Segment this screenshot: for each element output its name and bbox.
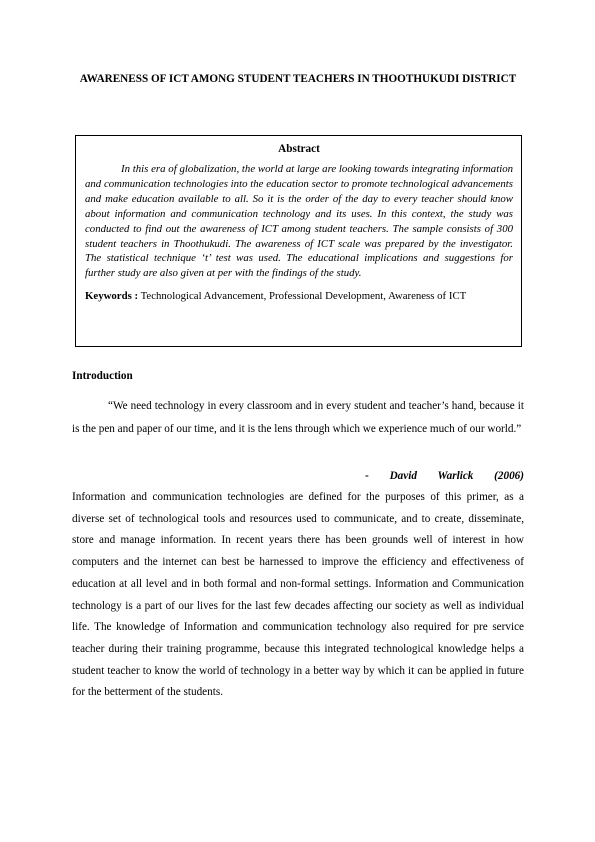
abstract-heading: Abstract: [278, 143, 320, 155]
epigraph-quote: “We need technology in every classroom and in every student and teacher’s hand, because it is the pen and paper of our time, and it is the lens through which we experience much of our world.”: [72, 400, 524, 435]
abstract-box: [75, 135, 522, 347]
introduction-heading: Introduction: [72, 370, 133, 382]
quote-attribution: - David Warlick (2006): [365, 470, 524, 482]
keywords-text: Technological Advancement, Professional Development, Awareness of ICT: [138, 290, 467, 303]
paper-title: AWARENESS OF ICT AMONG STUDENT TEACHERS IN THOOTHUKUDI DISTRICT: [79, 73, 517, 85]
abstract-text: In this era of globalization, the world at large are looking towards integrating information and communication technologies into the education sector to promote technological advancements and make education available to all. So it is the order of the day to every teacher should know about information and communication technology and its uses. In this context, the study was conducted to find out the awareness of ICT among student teachers. The sample consists of 300 student teachers in Thoothukudi. The awareness of ICT scale was prepared by the investigator. The statistical technique ‘t’ test was used. The educational implications and suggestions for further study are also given at per with the findings of the study.: [85, 163, 513, 280]
introduction-paragraph: Information and communication technologies are defined for the purposes of this primer, as a diverse set of technological tools and resources used to communicate, and to create, disseminate, store and manage information. In recent years there has been grounds well of interest in how computers and the internet can best be harnessed to improve the efficiency and effectiveness of education at all level and in both formal and non-formal settings. Information and Communication technology is a part of our lives for the last few decades affecting our society as well as individual life. The knowledge of Information and communication technology also required for pre service teacher during their training programme, because this integrated technological knowledge helps a student teacher to know the world of technology in a better way by which it can be applied in future for the betterment of the students.: [72, 491, 524, 699]
keywords-label: Keywords :: [85, 290, 139, 303]
keywords-line: [85, 289, 513, 303]
